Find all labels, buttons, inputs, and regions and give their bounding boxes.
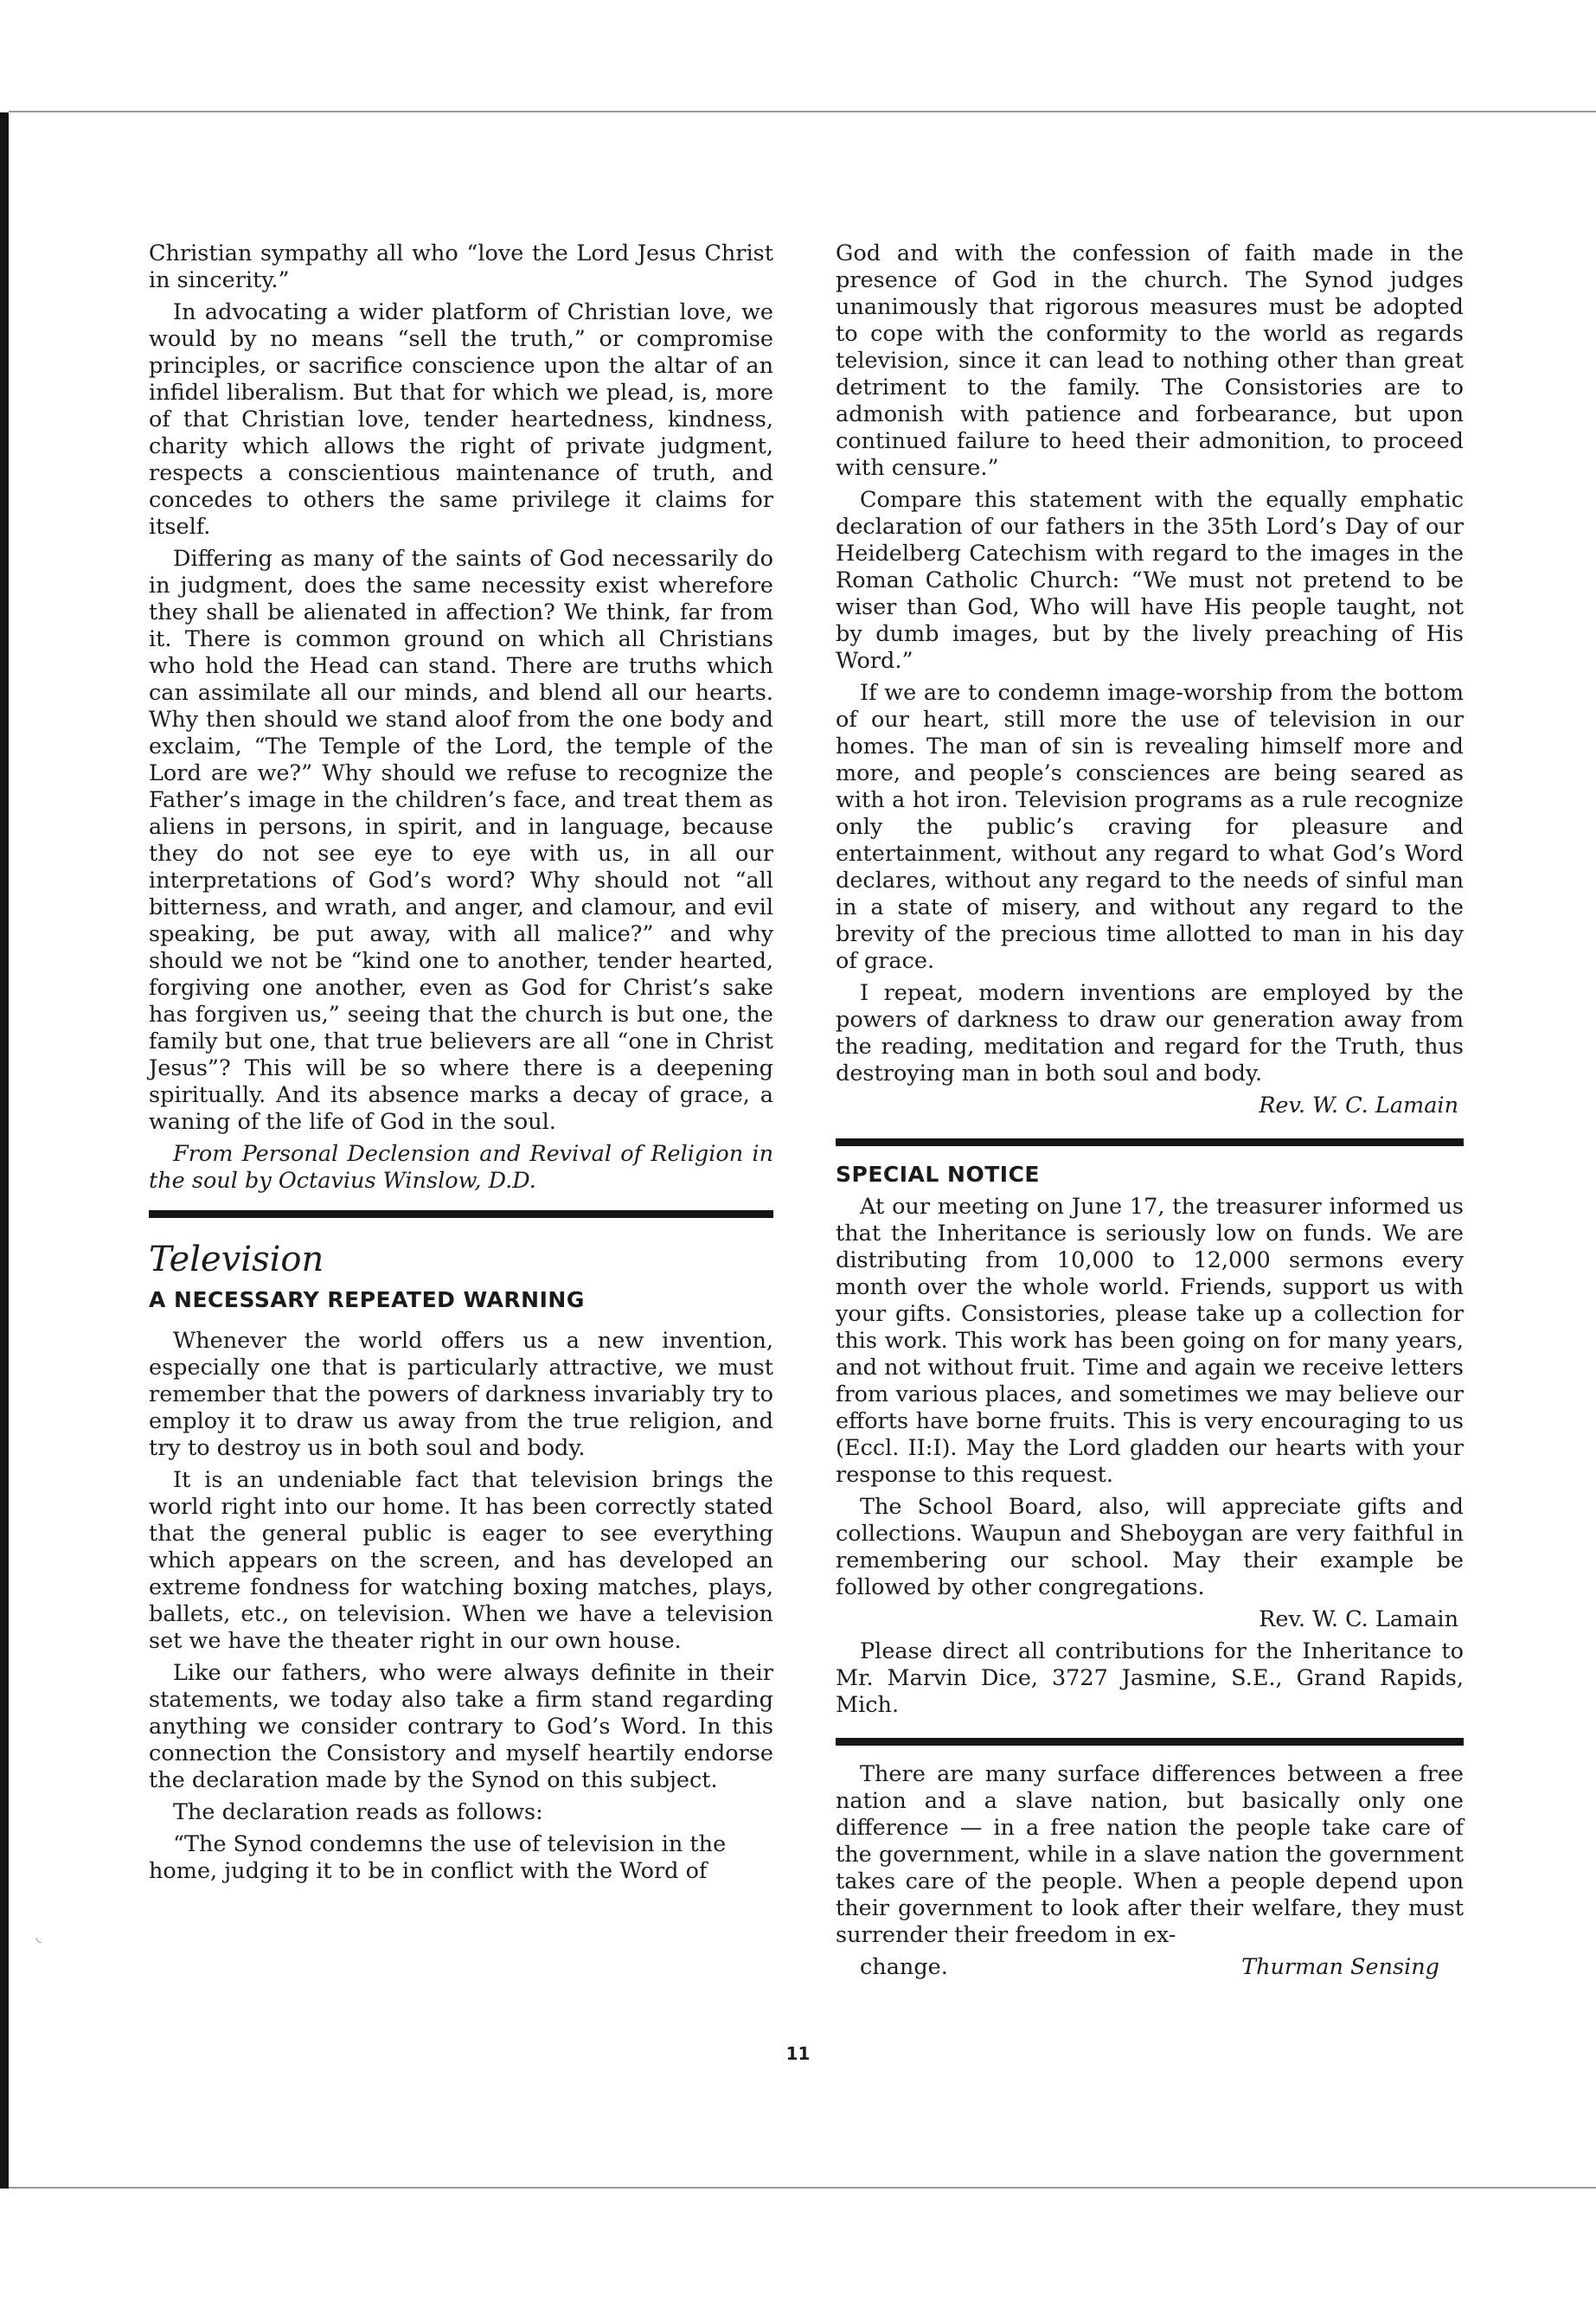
- body-paragraph: The School Board, also, will appreciate gifts and collections. Waupun and Sheboygan are very faithful in remembering our school. May their example be followed by other congregations.: [836, 1494, 1464, 1600]
- section-subtitle: A NECESSARY REPEATED WARNING: [149, 1287, 585, 1312]
- quote-footer: [836, 1954, 1464, 1981]
- section-title: Television: [149, 1240, 324, 1279]
- body-paragraph: The declaration reads as follows:: [173, 1799, 543, 1825]
- scan-speck: ◟: [36, 1931, 42, 1945]
- body-paragraph: Compare this statement with the equally emphatic declaration of our fathers in the 35th Lord’s Day of our Heidelberg Catechism with regard to the images in the Roman Catholic Church: “We must not pretend to be wiser than God, Who will have His people taught, not by dumb images, but by the lively preaching of His Word.”: [836, 487, 1464, 674]
- quote-author: Thurman Sensing: [1241, 1954, 1439, 1980]
- notice-signature: Rev. W. C. Lamain: [1259, 1606, 1458, 1632]
- body-paragraph: God and with the confession of faith made in the presence of God in the church. The Synod judges unanimously that rigorous measures must be adopted to cope with the conformity to the world as regards television, since it can lead to nothing other than great detriment to the family. The Consistories are to admonish with patience and forbearance, but upon continued failure to heed their admonition, to proceed with censure.”: [836, 240, 1464, 481]
- quote-last-word: change.: [860, 1954, 948, 1980]
- body-paragraph: Christian sympathy all who “love the Lord Jesus Christ in sincerity.”: [149, 240, 773, 293]
- notice-title: SPECIAL NOTICE: [836, 1162, 1040, 1187]
- section-divider: [149, 1210, 773, 1218]
- scan-border-top: [9, 111, 1596, 112]
- section-divider: [836, 1138, 1464, 1146]
- section-divider: [836, 1738, 1464, 1746]
- page-number: 11: [785, 2043, 811, 2064]
- scan-border-left: [0, 112, 9, 2189]
- body-paragraph: At our meeting on June 17, the treasurer informed us that the Inheritance is seriously low on funds. We are distributing from 10,000 to 12,000 sermons every month over the whole world. Friends, support us with your gifts. Consistories, please take up a collection for this work. This work has been going on for many years, and not without fruit. Time and again we receive letters from various places, and sometimes we may believe our efforts have borne fruits. This is very encouraging to us (Eccl. II:I). May the Lord gladden our hearts with your response to this request.: [836, 1194, 1464, 1488]
- body-paragraph: Differing as many of the saints of God necessarily do in judgment, does the same necessity exist wherefore they shall be alienated in affection? We think, far from it. There is common ground on which all Christians who hold the Head can stand. There are truths which can assimilate all our minds, and blend all our hearts. Why then should we stand aloof from the one body and exclaim, “The Temple of the Lord, the temple of the Lord are we?” Why should we refuse to recognize the Father’s image in the children’s face, and treat them as aliens in persons, in spirit, and in language, because they do not see eye to eye with us, in all our interpretations of God’s word? Why should not “all bitterness, and wrath, and anger, and clamour, and evil speaking, be put away, with all malice?” and why should we not be “kind one to another, tender hearted, forgiving one another, even as God for Christ’s sake has forgiven us,” seeing that the church is but one, the family but one, that true believers are all “one in Christ Jesus”? This will be so where there is a deepening spiritually. And its absence marks a decay of grace, a waning of the life of God in the soul.: [149, 546, 773, 1135]
- contribution-address: Please direct all contributions for the Inheritance to Mr. Marvin Dice, 3727 Jasmine, S.E., Grand Rapids, Mich.: [836, 1638, 1464, 1718]
- body-paragraph: If we are to condemn image-worship from the bottom of our heart, still more the use of television in our homes. The man of sin is revealing himself more and more, and people’s consciences are being seared as with a hot iron. Television programs as a rule recognize only the public’s craving for pleasure and entertainment, without any regard to what God’s Word declares, without any regard to the needs of sinful man in a state of misery, and without any regard to the brevity of the precious time allotted to man in his day of grace.: [836, 680, 1464, 974]
- left-column: [149, 240, 773, 1890]
- body-paragraph: In advocating a wider platform of Christian love, we would by no means “sell the truth,” or compromise principles, or sacrifice conscience upon the altar of an infidel liberalism. But that for which we plead, is, more of that Christian love, tender heartedness, kindness, charity which allows the right of private judgment, respects a conscientious maintenance of truth, and concedes to others the same privilege it claims for itself.: [149, 299, 773, 540]
- body-paragraph: I repeat, modern inventions are employed by the powers of darkness to draw our generation away from the reading, meditation and regard for the Truth, thus destroying man in both soul and body.: [836, 980, 1464, 1086]
- body-paragraph: Like our fathers, who were always definite in their statements, we today also take a firm stand regarding anything we consider contrary to God’s Word. In this connection the Consistory and myself heartily endorse the declaration made by the Synod on this subject.: [149, 1660, 773, 1793]
- body-paragraph: “The Synod condemns the use of television in the home, judging it to be in conflict with the Word of: [149, 1831, 727, 1884]
- body-paragraph: It is an undeniable fact that television brings the world right into our home. It has been correctly stated that the general public is eager to see everything which appears on the screen, and has developed an extreme fondness for watching boxing matches, plays, ballets, etc., on television. When we have a television set we have the theater right in our own house.: [149, 1467, 773, 1654]
- article-citation: From Personal Declension and Revival of Religion in the soul by Octavius Winslow, D.D.: [149, 1141, 773, 1194]
- quote-text: There are many surface differences between a free nation and a slave nation, but basically only one difference — in a free nation the people take care of the government, while in a slave nation the government takes care of the people. When a people depend upon their government to look after their welfare, they must surrender their freedom in ex-: [836, 1761, 1464, 1948]
- right-column: [836, 240, 1464, 1981]
- scan-border-bottom: [9, 2187, 1596, 2189]
- author-signature: Rev. W. C. Lamain: [1259, 1093, 1458, 1118]
- body-paragraph: Whenever the world offers us a new invention, especially one that is particularly attractive, we must remember that the powers of darkness invariably try to employ it to draw us away from the true religion, and try to destroy us in both soul and body.: [149, 1328, 773, 1461]
